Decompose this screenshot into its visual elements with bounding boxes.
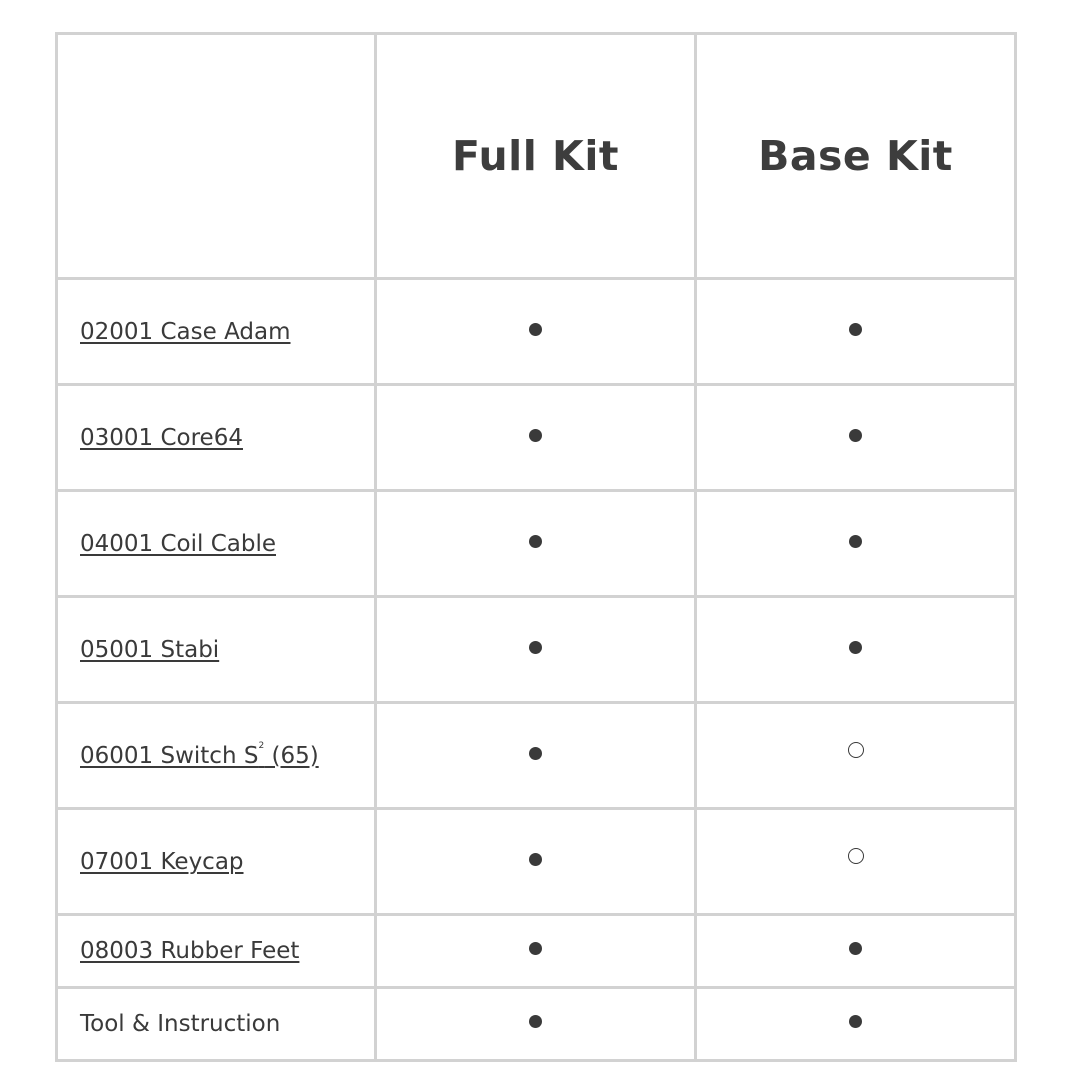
filled-circle-icon bbox=[529, 747, 542, 760]
full-kit-cell bbox=[376, 491, 696, 597]
filled-circle-icon bbox=[529, 942, 542, 955]
rubber-feet-link[interactable]: 08003 Rubber Feet bbox=[80, 938, 300, 964]
row-label-cell bbox=[57, 703, 376, 809]
base-kit-cell bbox=[696, 385, 1016, 491]
row-label-cell bbox=[57, 915, 376, 988]
base-kit-cell bbox=[696, 915, 1016, 988]
table-row bbox=[57, 385, 1016, 491]
full-kit-cell bbox=[376, 597, 696, 703]
table-row bbox=[57, 279, 1016, 385]
filled-circle-icon bbox=[849, 535, 862, 548]
row-label-cell bbox=[57, 279, 376, 385]
full-kit-cell bbox=[376, 809, 696, 915]
row-label-cell bbox=[57, 597, 376, 703]
filled-circle-icon bbox=[529, 641, 542, 654]
base-kit-cell bbox=[696, 988, 1016, 1061]
kit-comparison-table bbox=[55, 32, 1017, 1062]
filled-circle-icon bbox=[849, 1015, 862, 1028]
tool-instruction-label: Tool & Instruction bbox=[80, 1011, 281, 1037]
filled-circle-icon bbox=[529, 323, 542, 336]
case-adam-link[interactable]: 02001 Case Adam bbox=[80, 318, 291, 345]
row-label-cell bbox=[57, 809, 376, 915]
switch-label-superscript: 2 bbox=[258, 740, 265, 751]
filled-circle-icon bbox=[849, 429, 862, 442]
switch-label-main: 06001 Switch S bbox=[80, 742, 259, 769]
filled-circle-icon bbox=[529, 853, 542, 866]
table-row bbox=[57, 491, 1016, 597]
full-kit-cell bbox=[376, 915, 696, 988]
coil-cable-link[interactable]: 04001 Coil Cable bbox=[80, 530, 276, 557]
table-row bbox=[57, 809, 1016, 915]
full-kit-cell bbox=[376, 703, 696, 809]
filled-circle-icon bbox=[529, 1015, 542, 1028]
open-circle-icon bbox=[848, 742, 864, 758]
core64-link[interactable]: 03001 Core64 bbox=[80, 424, 243, 451]
header-full-kit: Full Kit bbox=[376, 34, 696, 279]
filled-circle-icon bbox=[849, 323, 862, 336]
base-kit-cell bbox=[696, 597, 1016, 703]
open-circle-icon bbox=[848, 848, 864, 864]
header-base-kit: Base Kit bbox=[696, 34, 1016, 279]
base-kit-cell bbox=[696, 809, 1016, 915]
header-empty-cell bbox=[57, 34, 376, 279]
filled-circle-icon bbox=[529, 429, 542, 442]
row-label-cell bbox=[57, 385, 376, 491]
full-kit-cell bbox=[376, 279, 696, 385]
filled-circle-icon bbox=[849, 942, 862, 955]
filled-circle-icon bbox=[529, 535, 542, 548]
table-row bbox=[57, 703, 1016, 809]
stabi-link[interactable]: 05001 Stabi bbox=[80, 636, 220, 663]
base-kit-cell bbox=[696, 279, 1016, 385]
table-row bbox=[57, 915, 1016, 988]
table-row bbox=[57, 597, 1016, 703]
full-kit-cell bbox=[376, 385, 696, 491]
row-label-cell bbox=[57, 988, 376, 1061]
table-header-row bbox=[57, 34, 1016, 279]
switch-label-tail: (65) bbox=[264, 742, 319, 769]
table-row bbox=[57, 988, 1016, 1061]
base-kit-cell bbox=[696, 703, 1016, 809]
base-kit-cell bbox=[696, 491, 1016, 597]
keycap-link[interactable]: 07001 Keycap bbox=[80, 848, 244, 875]
switch-s2-link[interactable] bbox=[80, 740, 319, 769]
kit-comparison-table-wrapper bbox=[55, 32, 1014, 1062]
row-label-cell bbox=[57, 491, 376, 597]
filled-circle-icon bbox=[849, 641, 862, 654]
full-kit-cell bbox=[376, 988, 696, 1061]
